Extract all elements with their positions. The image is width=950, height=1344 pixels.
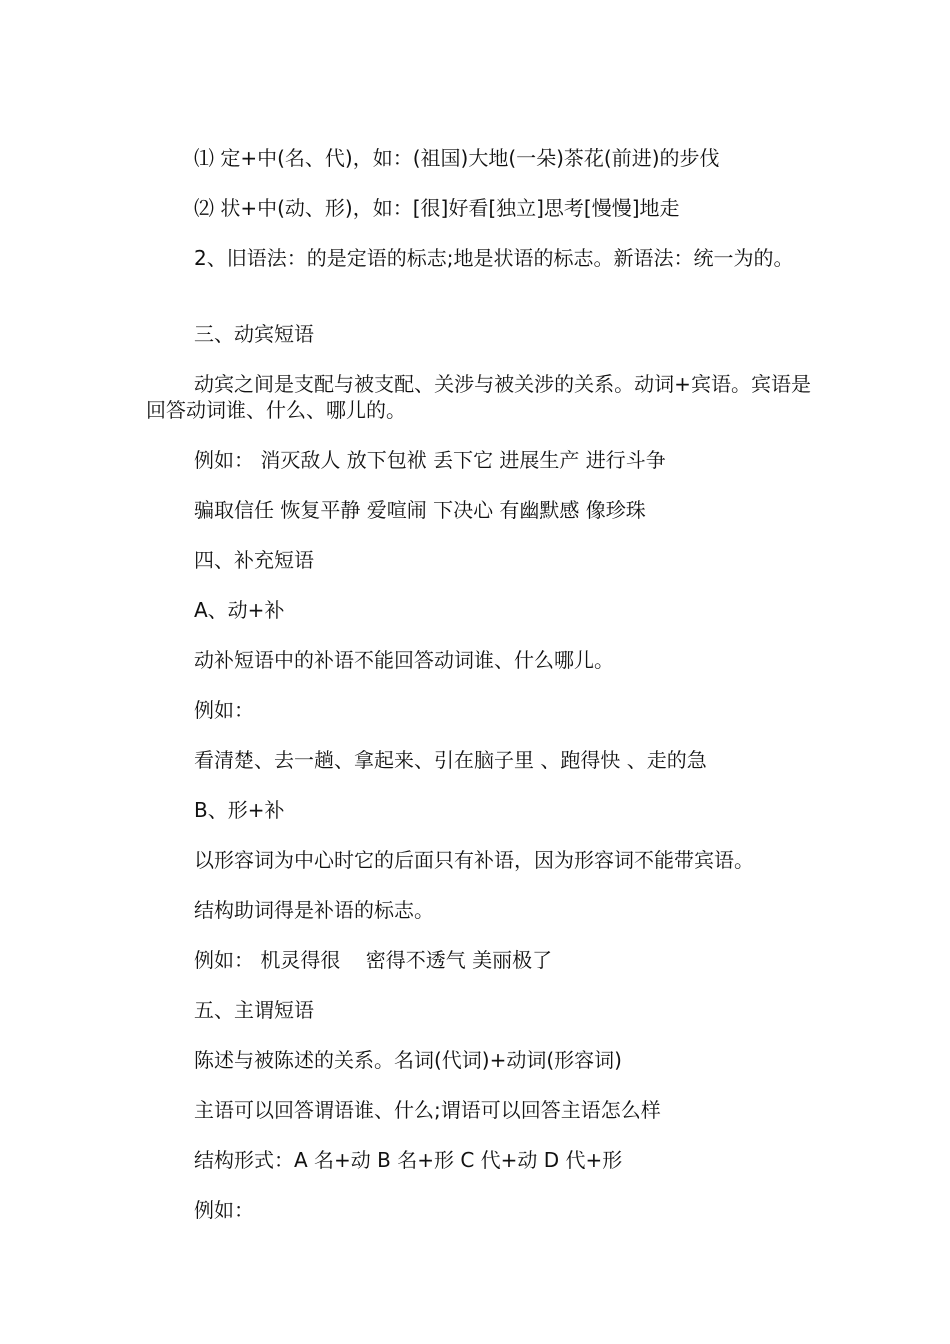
section-heading-complement: 四、补充短语 (194, 548, 314, 572)
subheading-adjective-complement: B、形+补 (194, 798, 285, 822)
paragraph-subject-predicate-relation: 陈述与被陈述的关系。名词(代词)+动词(形容词) (194, 1048, 622, 1072)
paragraph-verb-object-examples-2: 骗取信任 恢复平静 爱喧闹 下决心 有幽默感 像珍珠 (194, 498, 646, 522)
paragraph-verb-complement-definition: 动补短语中的补语不能回答动词谁、什么哪儿。 (194, 648, 614, 672)
paragraph-verb-object-definition: 动宾之间是支配与被支配、关涉与被关涉的关系。动词+宾语。宾语是回答动词谁、什么、哪儿的。 (146, 372, 811, 422)
section-heading-verb-object: 三、动宾短语 (194, 322, 314, 346)
paragraph-adjective-complement-definition: 以形容词为中心时它的后面只有补语，因为形容词不能带宾语。 (194, 848, 754, 872)
subheading-verb-complement: A、动+补 (194, 598, 285, 622)
paragraph-attributive-head: ⑴ 定+中(名、代)，如：(祖国)大地(一朵)茶花(前进)的步伐 (194, 146, 720, 170)
paragraph-example-label-2: 例如： (194, 1198, 254, 1222)
paragraph-structure-forms: 结构形式：A 名+动 B 名+形 C 代+动 D 代+形 (194, 1148, 623, 1172)
paragraph-verb-complement-examples: 看清楚、去一趟、拿起来、引在脑子里 、跑得快 、走的急 (194, 748, 707, 772)
paragraph-adjective-complement-examples: 例如： 机灵得很 密得不透气 美丽极了 (194, 948, 553, 972)
section-heading-subject-predicate: 五、主谓短语 (194, 998, 314, 1022)
paragraph-adverbial-head: ⑵ 状+中(动、形)，如：[很]好看[独立]思考[慢慢]地走 (194, 196, 680, 220)
paragraph-complement-marker: 结构助词得是补语的标志。 (194, 898, 434, 922)
paragraph-subject-predicate-questions: 主语可以回答谓语谁、什么;谓语可以回答主语怎么样 (194, 1098, 661, 1122)
paragraph-example-label-1: 例如： (194, 698, 254, 722)
paragraph-old-grammar: 2、旧语法：的是定语的标志;地是状语的标志。新语法：统一为的。 (194, 246, 794, 270)
paragraph-verb-object-examples-1: 例如： 消灭敌人 放下包袱 丢下它 进展生产 进行斗争 (194, 448, 666, 472)
